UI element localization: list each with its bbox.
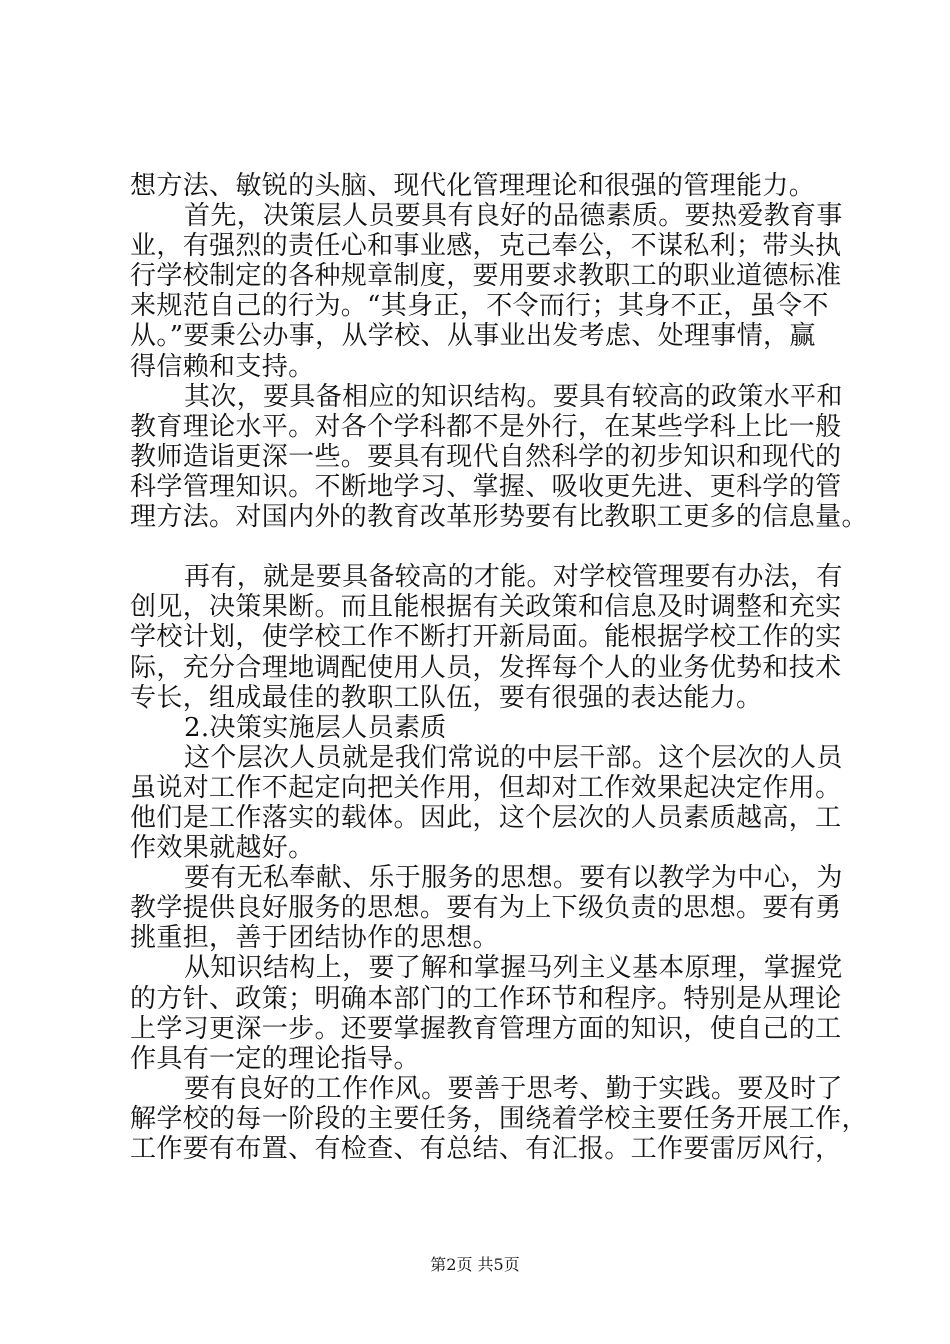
text-line: 学校计划，使学校工作不断打开新局面。能根据学校工作的实 — [130, 622, 842, 653]
text-line: 行学校制定的各种规章制度，要用要求教职工的职业道德标准 — [130, 261, 842, 292]
text-line: 想方法、敏锐的头脑、现代化管理理论和很强的管理能力。 — [130, 171, 816, 201]
paragraph — [130, 743, 850, 863]
text-line: 创见，决策果断。而且能根据有关政策和信息及时调整和充实 — [130, 592, 842, 623]
paragraph — [130, 863, 850, 953]
paragraph — [130, 562, 850, 712]
paragraph — [130, 201, 850, 382]
text-line: 业，有强烈的责任心和事业感，克己奉公，不谋私利；带头执 — [130, 231, 842, 262]
paragraph — [130, 381, 868, 533]
text-line: 上学习更深一步。还要掌握教育管理方面的知识，使自己的工 — [130, 1013, 842, 1044]
text-line: 要有无私奉献、乐于服务的思想。要有以教学为中心，为 — [184, 863, 843, 894]
text-line: 来规范自己的行为。“其身正，不令而行；其身不正，虽令不 — [130, 291, 829, 322]
paragraph — [130, 953, 850, 1073]
text-line: 际，充分合理地调配使用人员，发挥每个人的业务优势和技术 — [130, 652, 842, 683]
text-line: 教师造诣更深一些。要具有现代自然科学的初步知识和现代的 — [130, 441, 842, 472]
text-line: 得信赖和支持。 — [130, 351, 315, 382]
document-body — [130, 171, 868, 1164]
text-line: 再有，就是要具备较高的才能。对学校管理要有办法，有 — [184, 562, 843, 593]
text-line: 作具有一定的理论指导。 — [130, 1043, 420, 1074]
text-line: 解学校的每一阶段的主要任务，围绕着学校主要任务开展工作， — [130, 1103, 868, 1134]
text-line: 他们是工作落实的载体。因此，这个层次的人员素质越高，工 — [130, 802, 842, 833]
text-line: 作效果就越好。 — [130, 833, 315, 864]
blank-line — [130, 532, 850, 562]
paragraph — [130, 713, 850, 743]
page-footer: 第2页 共5页 — [430, 1255, 520, 1274]
text-line: 专长，组成最佳的教职工队伍，要有很强的表达能力。 — [130, 682, 763, 713]
text-line: 工作要有布置、有检查、有总结、有汇报。工作要雷厉风行， — [130, 1134, 842, 1164]
text-line: 科学管理知识。不断地学习、掌握、吸收更先进、更科学的管 — [130, 471, 842, 502]
text-line: 从知识结构上，要了解和掌握马列主义基本原理，掌握党 — [184, 953, 843, 984]
text-line: 从。”要秉公办事，从学校、从事业出发考虑、处理事情，赢 — [130, 321, 816, 352]
text-line: 首先，决策层人员要具有良好的品德素质。要热爱教育事 — [184, 201, 843, 232]
text-line: 的方针、政策；明确本部门的工作环节和程序。特别是从理论 — [130, 983, 842, 1014]
text-line: 挑重担，善于团结协作的思想。 — [130, 923, 499, 954]
text-line: 其次，要具备相应的知识结构。要具有较高的政策水平和 — [184, 381, 843, 412]
paragraph — [130, 171, 850, 201]
text-line: 这个层次人员就是我们常说的中层干部。这个层次的人员 — [184, 742, 843, 773]
text-line: 2.决策实施层人员素质 — [184, 712, 447, 743]
text-line: 要有良好的工作作风。要善于思考、勤于实践。要及时了 — [184, 1073, 843, 1104]
text-line: 虽说对工作不起定向把关作用，但却对工作效果起决定作用。 — [130, 772, 842, 803]
text-line: 教学提供良好服务的思想。要有为上下级负责的思想。要有勇 — [130, 893, 842, 924]
text-line: 教育理论水平。对各个学科都不是外行，在某些学科上比一般 — [130, 411, 842, 442]
paragraph — [130, 1073, 868, 1164]
text-line: 理方法。对国内外的教育改革形势要有比教职工更多的信息量。 — [130, 502, 868, 533]
